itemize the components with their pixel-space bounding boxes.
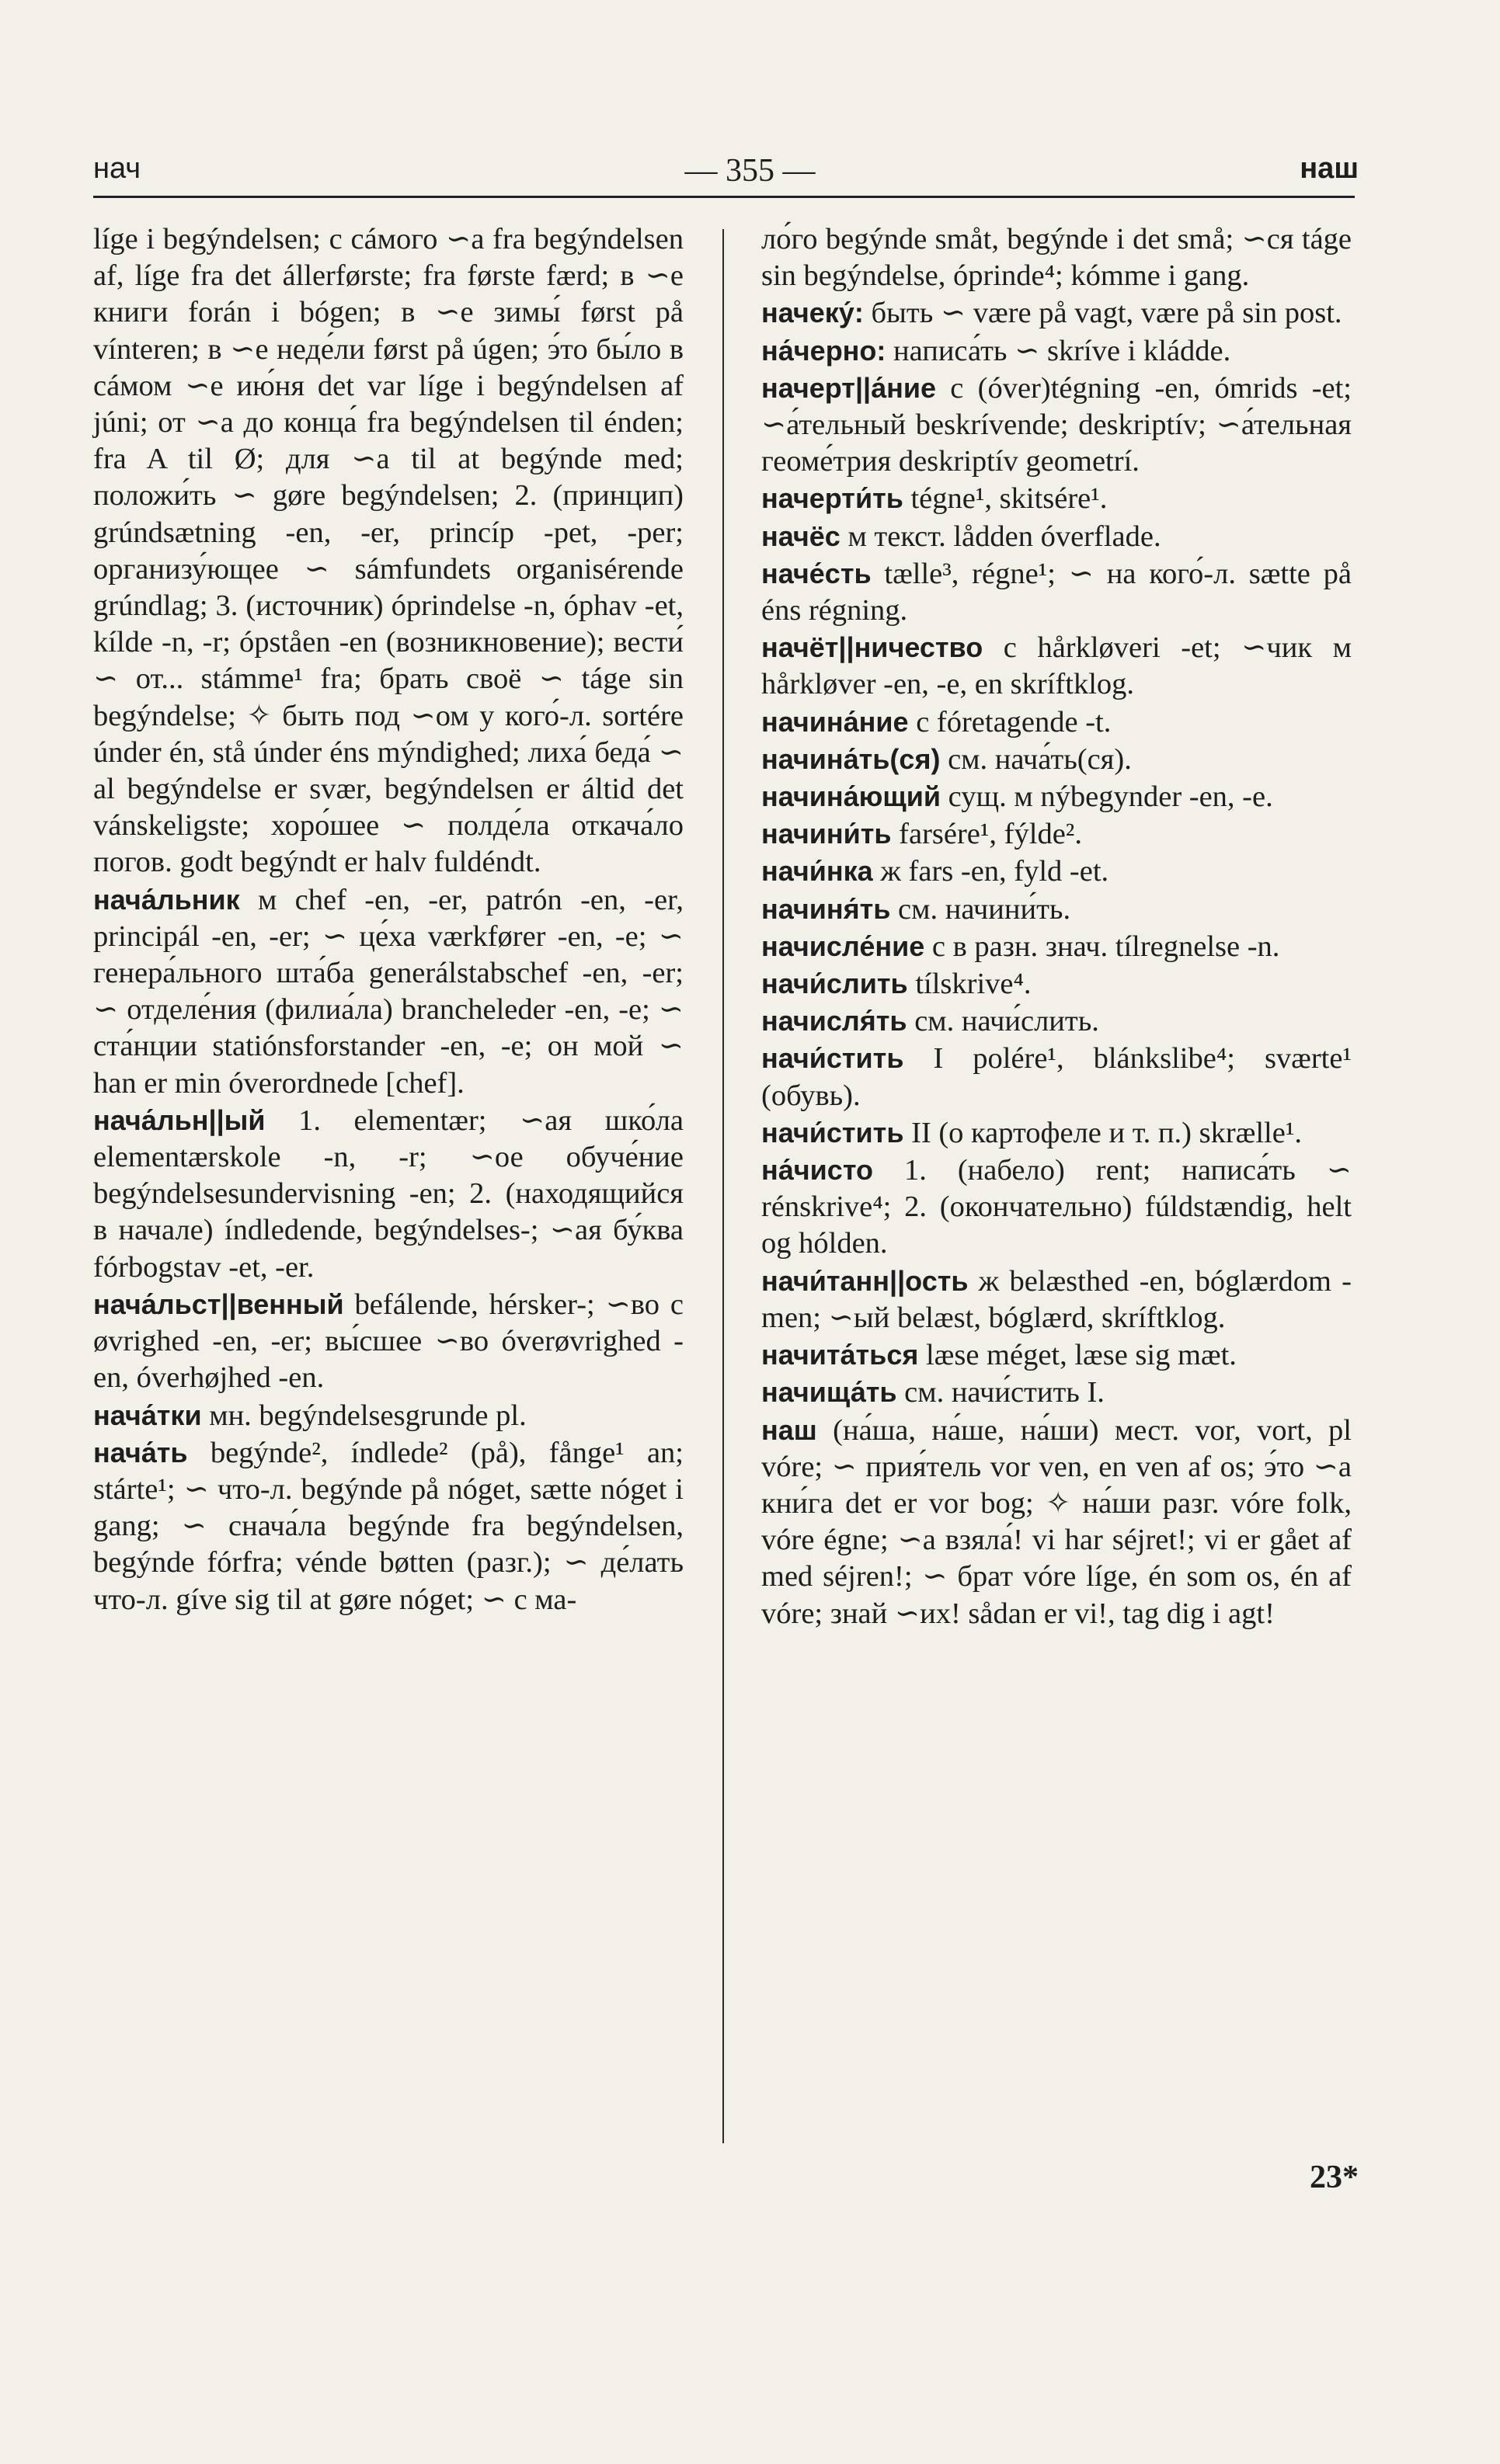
entry-headword: начина́ющий [761,780,941,813]
entry-headword: на́черно: [761,334,886,367]
entry-definition: ж fars -en, fyld -et. [880,855,1109,888]
entry-headword: начёт||ничество [761,631,983,664]
entry-headword: начерти́ть [761,482,903,515]
dictionary-entry [93,1397,684,1434]
entry-definition: см. начи́слить. [914,1005,1099,1038]
header-left-guide-word: нач [93,152,141,185]
entry-headword: начина́ть(ся) [761,742,941,775]
entry-definition: м текст. lådden óverflade. [847,520,1161,553]
entry-headword: начи́нка [761,855,873,888]
dictionary-entry [93,1286,684,1397]
entry-headword: начиня́ть [761,892,891,925]
dictionary-entry [761,928,1352,965]
entry-definition: tælle³, régne¹; ∽ на кого́-л. sætte på éns régning. [761,557,1352,627]
entry-definition: см. начи́стить I. [904,1376,1105,1409]
entry-definition: 1. (набело) rent; написа́ть ∽ rénskrive⁴; 2. (окончательно) fúldstændig, helt og hólden. [761,1154,1352,1260]
dictionary-entry [93,1102,684,1286]
dictionary-entry [93,1434,684,1618]
entry-definition: líge i begýndelsen; с cáмого ∽а fra begýndelsen af, líge fra det állerførste; fra første færd; в ∽е книги forán i bógen; в ∽е зимы́ først på vínteren; в ∽е неде́ли først på úgen; э́то бы́ло в cáмом ∽е ию́ня det var líge i begýndelsen af júni; от ∽а до конца́ fra begýndelsen til énden; fra A til Ø; для ∽а til at begýnde med; положи́ть ∽ gøre begýndelsen; 2. (принцип) grúndsætning -en, -er, princíp -pet, -per; организу́ющее ∽ sámfundets organisérende grúndlag; 3. (источник) óprindelse -n, óphav -et, kílde -n, -r; ópståen -en (возникновение); вести́ ∽ от... stámme¹ fra; брать своё ∽ táge sin begýndelse; ✧ быть под ∽ом у кого́-л. sortére únder én, stå únder éns mýndighed; лиха́ беда́ ∽ al begýndelse er svær, begýndelsen er áltid det vánskeligste; хоро́шее ∽ полде́ла откача́ло погов. godt begýndt er halv fuldéndt. [93,223,684,879]
dictionary-entry [761,704,1352,741]
header-right-guide-word: наш [1300,152,1359,185]
entry-headword: наче́сть [761,557,872,589]
dictionary-entry [761,1152,1352,1263]
entry-definition: ло́го begýnde småt, begýnde i det små; ∽ся táge sin begýndelse, óprinde⁴; kómme i gang. [761,223,1352,293]
entry-headword: нача́льн||ый [93,1103,266,1136]
entry-headword: начища́ть [761,1376,897,1409]
dictionary-entry [761,853,1352,890]
entry-definition: befálende, hérsker-; ∽во с øvrighed -en, -er; вы́сшее ∽во óverøvrighed -en, óverhøjhed -en. [93,1288,684,1395]
entry-headword: начерт||а́ние [761,371,936,404]
signature-mark: 23* [1310,2160,1359,2195]
page-number: — 355 — [684,153,816,189]
dictionary-entry [761,1336,1352,1374]
dictionary-entry [761,891,1352,928]
entry-definition: (на́ша, на́ше, на́ши) мест. vor, vort, pl vóre; ∽ прия́тель vor ven, en ven af os; э́то ∽а кни́га det er vor bog; ✧ на́ши разг. vóre folk, vóre égne; ∽а взяла́! vi har séjret!; vi er gået af med séjren!; ∽ брат vóre líge, én som os, én af vóre; знай ∽их! sådan er vi!, tag dig i agt! [761,1413,1352,1630]
dictionary-entry [761,741,1352,778]
dictionary-entry [761,629,1352,703]
entry-headword: начи́стить [761,1042,904,1075]
column-divider [722,229,724,2143]
entry-definition: с в разн. знач. tílregnelse -n. [931,930,1280,963]
dictionary-entry [761,518,1352,555]
dictionary-entry [93,221,684,881]
entry-definition: II (о картофеле и т. п.) skrælle¹. [911,1116,1302,1149]
entry-headword: начи́стить [761,1116,904,1149]
entry-definition: farsére¹, fýlde². [899,818,1082,851]
entry-definition: см. начини́ть. [898,892,1071,926]
entry-headword: начисле́ние [761,930,925,962]
dictionary-entry [761,815,1352,853]
entry-definition: 1. elementær; ∽ая шко́ла elementærskole -n, -r; ∽ое обуче́ние begýndelsesundervisning -en; 2. (находящийся в начале) índledende, begýndelses-; ∽ая бу́ква fórbogstav -et, -er. [93,1103,684,1284]
entry-headword: начеку́: [761,297,864,329]
entry-headword: начисля́ть [761,1005,907,1037]
entry-headword: на́чисто [761,1154,873,1187]
entry-headword: начёс [761,520,840,552]
header-rule [93,196,1355,198]
dictionary-entry [761,1114,1352,1152]
entry-definition: быть ∽ være på vagt, være på sin post. [871,297,1342,330]
dictionary-entry [761,778,1352,815]
entry-headword: нача́тки [93,1399,202,1431]
dictionary-entry [761,555,1352,629]
entry-definition: ж belæsthed -en, bóglærdom -men; ∽ый belæst, bóglærd, skríftklog. [761,1264,1352,1334]
entry-headword: начини́ть [761,818,892,850]
entry-definition: tégne¹, skitsére¹. [910,482,1108,516]
right-column [761,221,1352,1632]
dictionary-entry [761,1374,1352,1411]
entry-definition: мн. begýndelsesgrunde pl. [209,1399,527,1432]
entry-definition: begýnde², índlede² (på), fånge¹ an; stárte¹; ∽ что-л. begýnde på nóget, sætte nóget i gang; ∽ снача́ла begýnde fra begýndelsen, begýnde fórfra; vénde bøtten (разг.); ∽ де́лать что-л. gíve sig til at gøre nóget; ∽ с ма- [93,1436,684,1616]
entry-headword: нача́ть [93,1436,188,1468]
entry-definition: см. нача́ть(ся). [948,742,1132,776]
dictionary-entry [761,480,1352,517]
entry-definition: с hårkløveri -et; ∽чик м hårkløver -en, -e, en skríftklog. [761,631,1352,701]
dictionary-entry [93,881,684,1102]
entry-definition: tílskrive⁴. [915,968,1032,1001]
entry-headword: начина́ние [761,705,909,738]
entry-headword: начи́танн||ость [761,1264,969,1297]
entry-definition: сущ. м nýbegynder -en, -e. [948,780,1273,814]
entry-definition: написа́ть ∽ skríve i kládde. [893,334,1231,367]
entry-headword: наш [761,1413,817,1446]
entry-definition: м chef -en, -er, patrón -en, -er, principál -en, -er; ∽ це́ха værkfører -en, -e; ∽ генера́льного шта́ба generálstabschef -en, -er; ∽ отделе́ния (филиа́ла) brancheleder -en, -e; ∽ ста́нции statiónsforstander -en, -e; он мой ∽ han er min óverordnede [chef]. [93,883,684,1100]
dictionary-entry [761,1040,1352,1114]
dictionary-entry [761,965,1352,1003]
left-column [93,221,684,1618]
dictionary-entry [761,332,1352,370]
dictionary-entry [761,1412,1352,1632]
entry-headword: нача́льст||венный [93,1288,344,1320]
entry-definition: læse méget, læse sig mæt. [925,1339,1237,1372]
dictionary-entry [761,1263,1352,1336]
entry-headword: нача́льник [93,883,240,916]
dictionary-entry [761,370,1352,481]
entry-headword: начи́слить [761,968,908,1000]
dictionary-entry [761,294,1352,332]
dictionary-entry [761,221,1352,294]
entry-headword: начита́ться [761,1339,919,1371]
entry-definition: с (óver)tégning -en, ómrids -et; ∽а́тельный beskrívende; deskriptív; ∽а́тельная геоме́трия deskriptív geometrí. [761,371,1352,478]
entry-definition: с fóretagende -t. [916,705,1112,739]
entry-definition: I polére¹, blánkslibe⁴; sværte¹ (обувь). [761,1042,1352,1112]
dictionary-entry [761,1003,1352,1040]
